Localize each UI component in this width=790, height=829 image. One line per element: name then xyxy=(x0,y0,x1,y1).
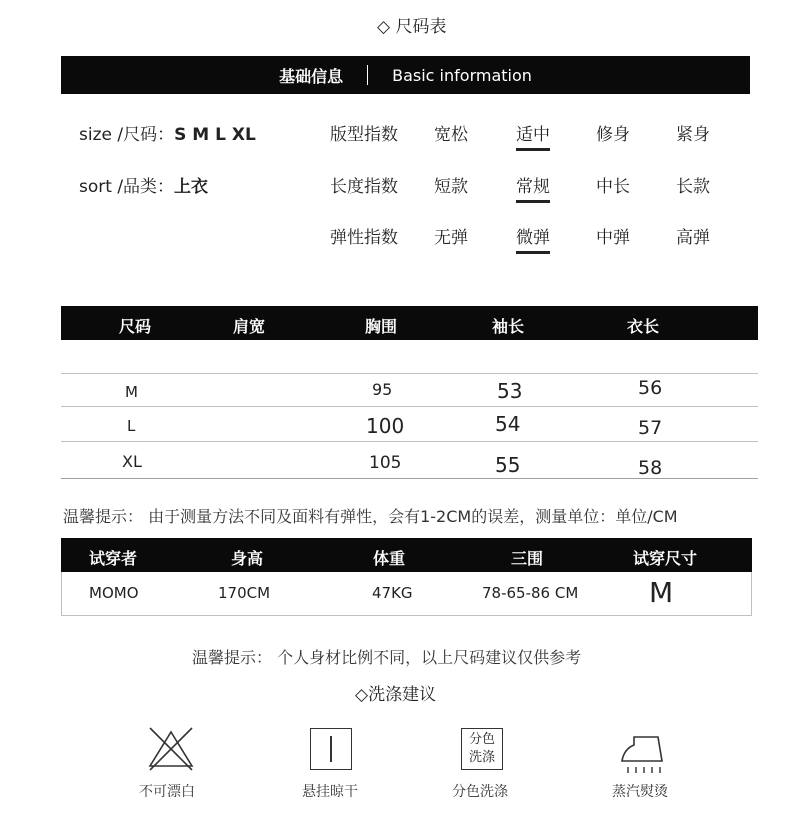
size-chart-title: ◇ 尺码表 xyxy=(377,17,447,37)
fit-option-regular: 适中 xyxy=(516,120,550,151)
sort-label: sort /品类： xyxy=(79,177,175,197)
index-name-stretch: 弹性指数 xyxy=(330,228,398,248)
cell-length-m: 56 xyxy=(638,377,663,399)
fit-header-measurements: 三围 xyxy=(511,549,544,568)
stretch-option-high: 高弹 xyxy=(676,228,710,248)
fit-option-slim: 修身 xyxy=(596,125,630,145)
basic-info-cn: 基础信息 xyxy=(279,66,344,86)
cell-size-l: L xyxy=(127,417,136,435)
size-label: size /尺码： xyxy=(79,125,175,145)
measurement-table-header xyxy=(61,306,758,340)
length-option-mid: 中长 xyxy=(596,177,630,197)
basic-info-en: Basic information xyxy=(392,65,532,85)
separate-wash-icon-text-1: 分色 xyxy=(468,732,495,747)
header-shoulder: 肩宽 xyxy=(233,317,266,336)
cell-chest-xl: 105 xyxy=(369,453,402,473)
separate-wash-icon-text-2: 洗涤 xyxy=(468,750,495,765)
hang-dry-line xyxy=(330,736,332,762)
sort-row xyxy=(79,172,208,197)
cell-sleeve-xl: 55 xyxy=(495,453,521,477)
length-option-short: 短款 xyxy=(434,177,468,197)
stretch-option-slight: 微弹 xyxy=(516,223,550,254)
care-label-steam-iron: 蒸汽熨烫 xyxy=(612,784,668,800)
cell-size-m: M xyxy=(125,383,138,401)
fit-model-name: MOMO xyxy=(89,584,139,602)
no-bleach-icon xyxy=(146,726,196,772)
fit-header-fit-size: 试穿尺寸 xyxy=(633,549,698,568)
cell-chest-l: 100 xyxy=(366,414,405,438)
separate-wash-icon xyxy=(461,728,503,770)
cell-sleeve-l: 54 xyxy=(495,412,521,436)
cell-size-xl: XL xyxy=(122,452,142,471)
fit-model-height: 170CM xyxy=(218,584,271,602)
care-title: ◇洗涤建议 xyxy=(355,685,437,705)
fit-model-table xyxy=(61,538,752,616)
fit-option-tight: 紧身 xyxy=(676,125,710,145)
care-label-separate-wash: 分色洗涤 xyxy=(452,784,508,800)
fit-model-size: M xyxy=(649,576,674,609)
fit-header-weight: 体重 xyxy=(373,549,406,568)
fit-model-header xyxy=(61,538,752,572)
size-advice-tip: 温馨提示： 个人身材比例不同，以上尺码建议仅供参考 xyxy=(192,648,582,667)
index-name-length: 长度指数 xyxy=(330,177,398,197)
fit-option-loose: 宽松 xyxy=(434,125,468,145)
size-row xyxy=(79,120,256,145)
fit-header-height: 身高 xyxy=(231,549,264,568)
index-name-fit: 版型指数 xyxy=(330,125,398,145)
fit-header-model: 试穿者 xyxy=(89,549,138,568)
sort-value: 上衣 xyxy=(174,177,209,197)
cell-length-xl: 58 xyxy=(638,457,663,479)
stretch-option-medium: 中弹 xyxy=(596,228,630,248)
fit-model-weight: 47KG xyxy=(372,584,413,602)
length-option-long: 长款 xyxy=(676,177,710,197)
row-divider xyxy=(61,373,758,374)
measurement-table xyxy=(61,306,758,482)
basic-info-bar xyxy=(61,56,750,94)
care-label-no-bleach: 不可漂白 xyxy=(139,784,195,800)
header-sleeve: 袖长 xyxy=(492,317,525,336)
stretch-option-none: 无弹 xyxy=(434,228,468,248)
info-bar-divider xyxy=(367,65,368,85)
steam-iron-icon xyxy=(618,727,668,775)
header-length: 衣长 xyxy=(627,317,660,336)
row-divider xyxy=(61,406,758,407)
cell-chest-m: 95 xyxy=(372,380,393,399)
header-size: 尺码 xyxy=(119,317,152,336)
row-divider xyxy=(61,441,758,442)
cell-length-l: 57 xyxy=(638,417,663,439)
size-value: S M L XL xyxy=(174,125,256,145)
hang-dry-icon xyxy=(310,728,352,770)
measurement-tip: 温馨提示： 由于测量方法不同及面料有弹性，会有1-2CM的误差，测量单位：单位/CM xyxy=(63,507,678,526)
header-chest: 胸围 xyxy=(365,317,398,336)
length-option-regular: 常规 xyxy=(516,172,550,203)
fit-model-measurements: 78-65-86 CM xyxy=(482,584,579,602)
cell-sleeve-m: 53 xyxy=(497,379,523,403)
care-label-hang-dry: 悬挂晾干 xyxy=(302,784,358,800)
